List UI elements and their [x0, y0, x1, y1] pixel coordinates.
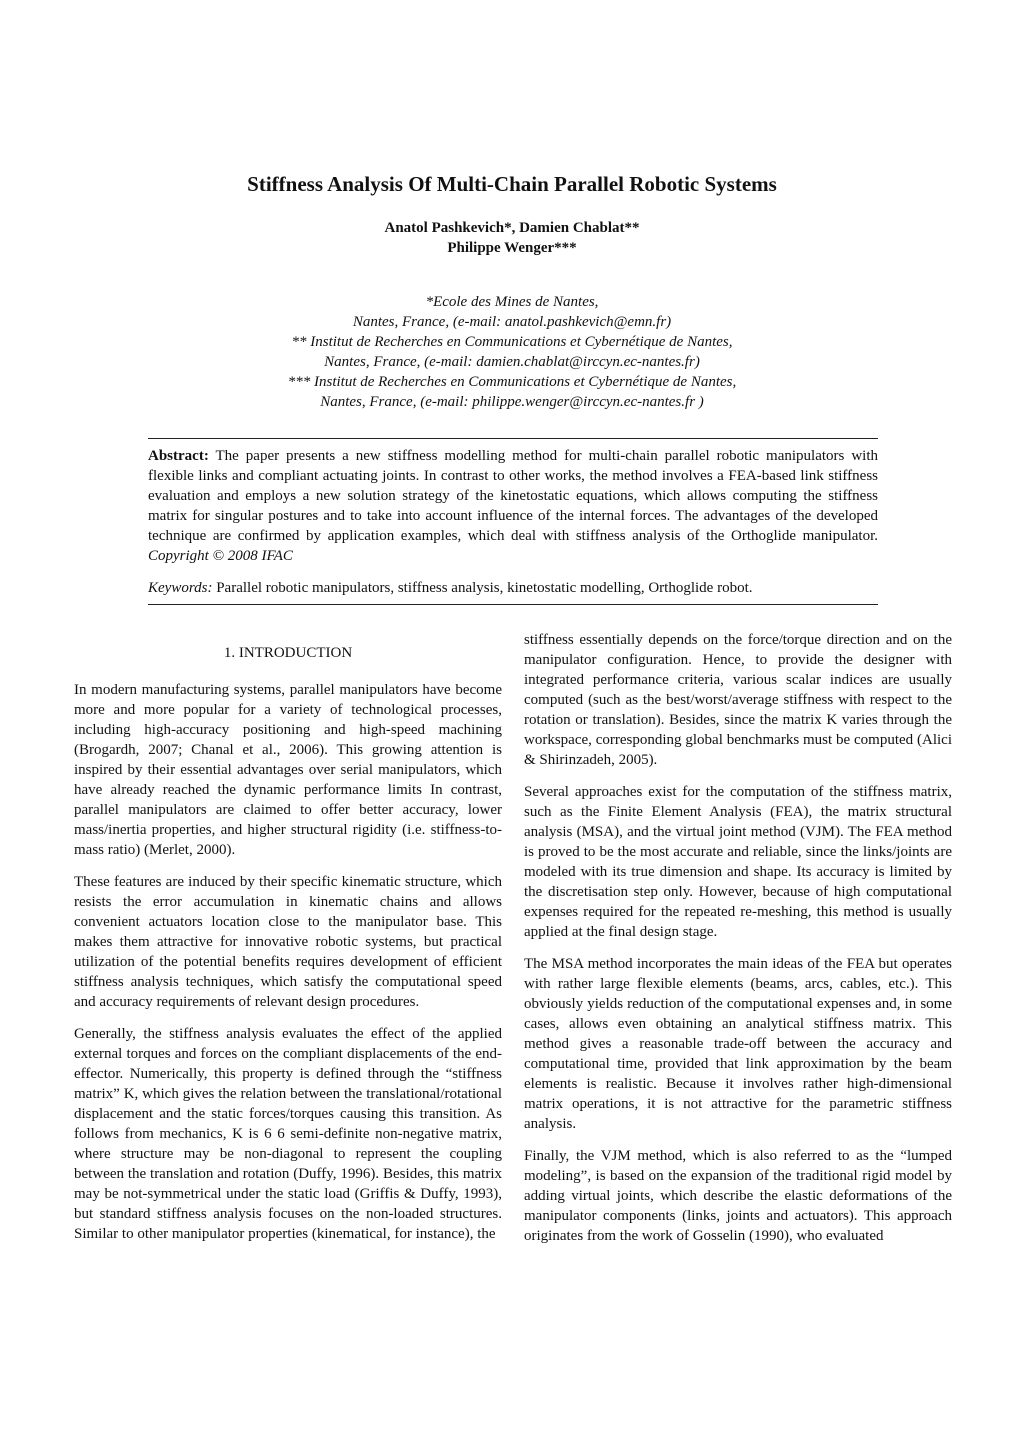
paper-title: Stiffness Analysis Of Multi-Chain Parallel Robotic Systems: [247, 172, 777, 196]
right-column: [524, 630, 952, 1258]
paragraph: Finally, the VJM method, which is also referred to as the “lumped modeling”, is based on the expansion of the traditional rigid model by adding virtual joints, which describe the elastic deformations of the manipulator components (links, joints and actuators). This approach originates from the work of Gosselin (1990), who evaluated: [524, 1148, 952, 1244]
abstract-top-rule: [148, 438, 878, 439]
paragraph: The MSA method incorporates the main ideas of the FEA but operates with rather large flexible elements (beams, arcs, cables, etc.). This obviously yields reduction of the computational expenses and, in some cases, allows even obtaining an analytical stiffness matrix. This method gives a reasonable trade-off between the accuracy and computational time, provided that link approximation by the beam elements is realistic. Because it involves rather high-dimensional matrix operations, it is not attractive for the parametric stiffness analysis.: [524, 956, 952, 1132]
abstract: [148, 446, 878, 566]
paragraph: These features are induced by their specific kinematic structure, which resists the error accumulation in kinematic chains and allows convenient actuators location close to the manipulator base. This makes them attractive for innovative robotic systems, but practical utilization of the potential benefits requires development of efficient stiffness analysis techniques, which satisfy the computational speed and accuracy requirements of relevant design procedures.: [74, 874, 502, 1010]
affiliation-line: Nantes, France, (e-mail: philippe.wenger@irccyn.ec-nantes.fr ): [320, 394, 704, 410]
section-heading: 1. INTRODUCTION: [223, 645, 353, 661]
keywords-label: Keywords:: [148, 580, 213, 596]
abstract-bottom-rule: [148, 604, 878, 605]
affiliation-line: ** Institut de Recherches en Communications et Cybernétique de Nantes,: [291, 334, 733, 350]
paragraph: Generally, the stiffness analysis evaluates the effect of the applied external torques and forces on the compliant displacements of the end-effector. Numerically, this property is defined through the “stiffness matrix” K, which gives the relation between the translational/rotational displacement and the static forces/torques causing this transition. As follows from mechanics, K is 6 6 semi-definite non-negative matrix, where structure may be non-diagonal to represent the coupling between the translation and rotation (Duffy, 1996). Besides, this matrix may be not-symmetrical under the static load (Griffis & Duffy, 1993), but standard stiffness analysis focuses on the non-loaded structures. Similar to other manipulator properties (kinematical, for instance), the: [74, 1026, 502, 1242]
affiliation-line: Nantes, France, (e-mail: anatol.pashkevich@emn.fr): [352, 314, 672, 330]
paragraph: In modern manufacturing systems, parallel manipulators have become more and more popular for a variety of technological processes, including high-accuracy positioning and high-speed machining (Brogardh, 2007; Chanal et al., 2006). This growing attention is inspired by their essential advantages over serial manipulators, which have already reached the dynamic performance limits In contrast, parallel manipulators are claimed to offer better accuracy, lower mass/inertia properties, and higher structural rigidity (i.e. stiffness-to-mass ratio) (Merlet, 2000).: [74, 682, 502, 858]
affiliation-line: Nantes, France, (e-mail: damien.chablat@irccyn.ec-nantes.fr): [324, 354, 700, 370]
affiliation-block: [0, 292, 1024, 412]
author-line-2: Philippe Wenger***: [447, 240, 577, 256]
copyright-notice: Copyright © 2008 IFAC: [148, 548, 293, 564]
affiliation-line: *** Institut de Recherches en Communications et Cybernétique de Nantes,: [287, 374, 737, 390]
author-block: [0, 218, 1024, 258]
paragraph: Several approaches exist for the computation of the stiffness matrix, such as the Finite Element Analysis (FEA), the matrix structural analysis (MSA), and the virtual joint method (VJM). The FEA method is proved to be the most accurate and reliable, since the links/joints are modeled with its true dimension and shape. Its accuracy is limited by the discretisation step only. However, because of high computational expenses required for the repeated re-meshing, this method is usually applied at the final design stage.: [524, 784, 952, 940]
left-column: [74, 680, 502, 1256]
paragraph: stiffness essentially depends on the force/torque direction and on the manipulator configuration. Hence, to provide the designer with integrated performance criteria, various scalar indices are usually computed (such as the best/worst/average stiffness with respect to the rotation or translation). Besides, since the matrix K varies through the workspace, corresponding global benchmarks must be computed (Alici & Shirinzadeh, 2005).: [524, 632, 952, 768]
affiliation-line: *Ecole des Mines de Nantes,: [425, 294, 599, 310]
author-line-1: Anatol Pashkevich*, Damien Chablat**: [384, 220, 640, 236]
keywords-text: Parallel robotic manipulators, stiffness analysis, kinetostatic modelling, Orthoglide robot.: [212, 580, 753, 596]
abstract-text: The paper presents a new stiffness modelling method for multi-chain parallel robotic manipulators with flexible links and compliant actuating joints. In contrast to other works, the method involves a FEA-based link stiffness evaluation and employs a new solution strategy of the kinetostatic equations, which allows computing the stiffness matrix for singular postures and to take into account influence of the internal forces. The advantages of the developed technique are confirmed by application examples, which deal with stiffness analysis of the Orthoglide manipulator.: [148, 448, 878, 544]
abstract-label: Abstract:: [148, 448, 209, 464]
keywords: [148, 578, 878, 598]
